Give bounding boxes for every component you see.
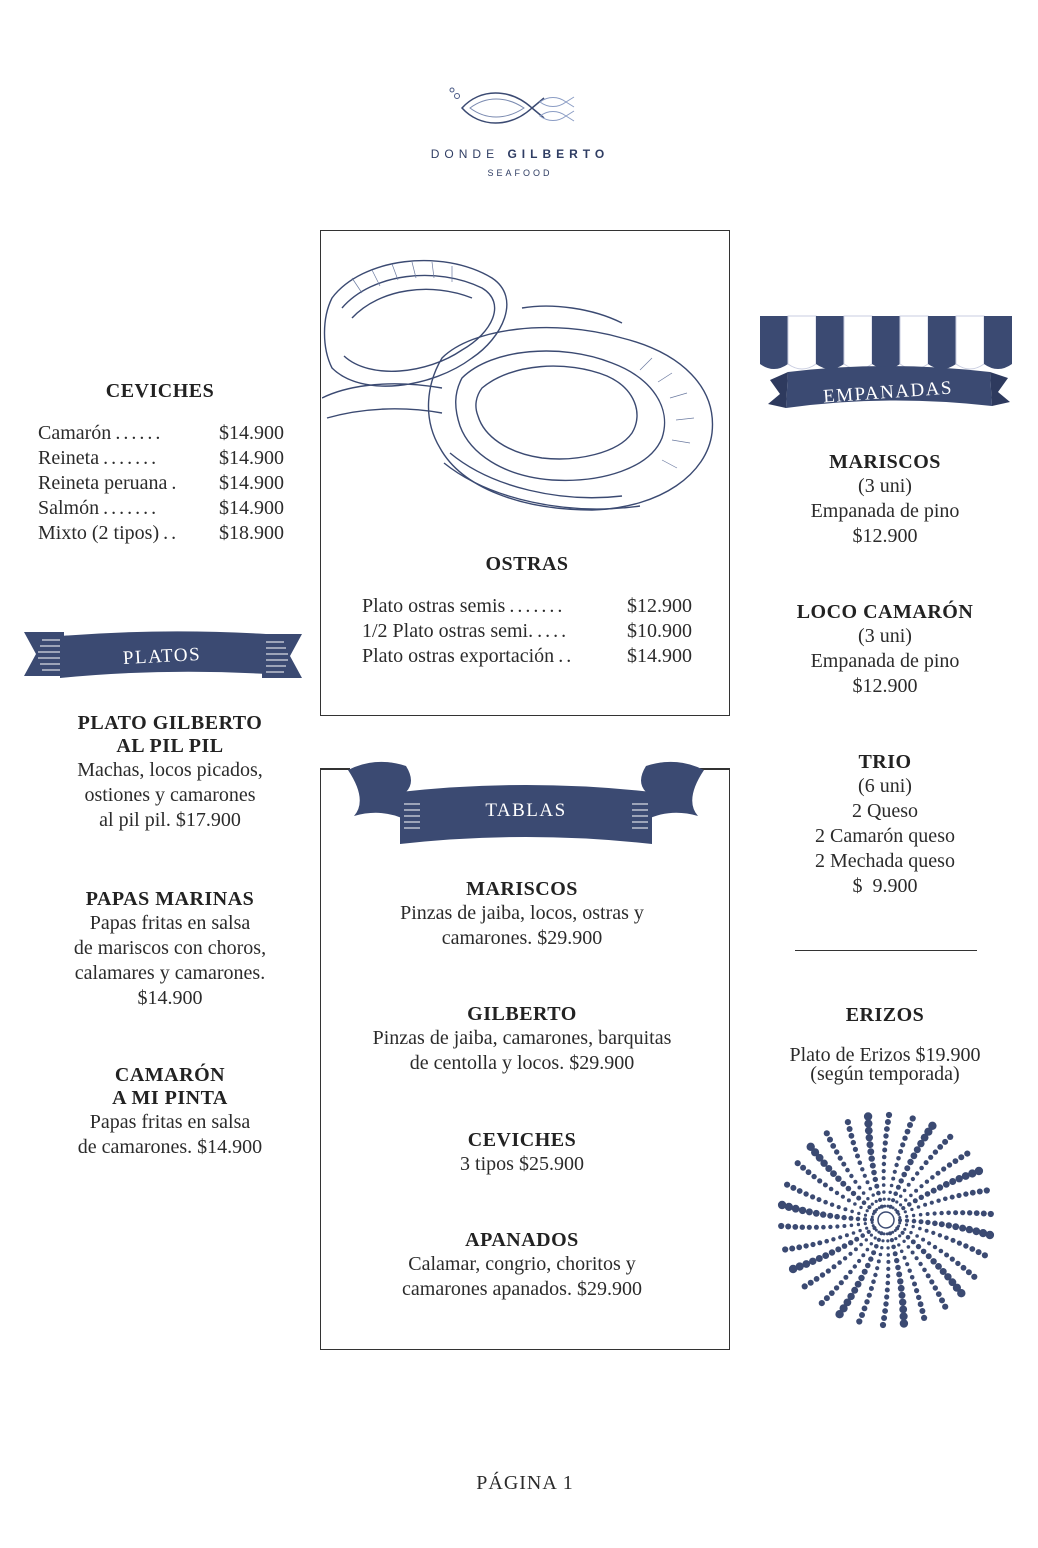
ostras-list <box>362 594 692 669</box>
brand-name-light: DONDE <box>430 147 500 161</box>
section-divider <box>795 950 977 951</box>
tablas-item: CEVICHES 3 tipos $25.900 <box>460 1129 584 1175</box>
empanadas-item: LOCO CAMARÓN (3 uni) Empanada de pino $12.900 <box>796 601 974 697</box>
brand-logo <box>440 84 600 134</box>
awning-icon <box>760 316 1012 369</box>
list-item: Reineta peruana . $14.900 <box>38 472 284 494</box>
tablas-item: APANADOS Calamar, congrio, choritos y camarones apanados. $29.900 <box>402 1229 642 1300</box>
erizos-desc: Plato de Erizos $19.900 (según temporada) <box>789 1044 981 1085</box>
ceviches-list <box>38 421 284 546</box>
ostras-title: OSTRAS <box>485 553 569 575</box>
list-item: Salmón ....... $14.900 <box>38 497 284 519</box>
empanadas-banner <box>758 314 1014 426</box>
brand-name <box>360 147 680 161</box>
list-item: 1/2 Plato ostras semi. .... $10.900 <box>362 620 692 642</box>
tablas-item: GILBERTO Pinzas de jaiba, camarones, barquitas de centolla y locos. $29.900 <box>372 1003 672 1074</box>
empanadas-banner-label: EMPANADAS <box>822 377 954 408</box>
tablas-item: MARISCOS Pinzas de jaiba, locos, ostras y camarones. $29.900 <box>400 878 644 949</box>
tablas-banner <box>346 752 706 848</box>
oyster-illustration-icon <box>322 248 722 528</box>
list-item: Plato ostras semis ....... $12.900 <box>362 595 692 617</box>
platos-item: CAMARÓN A MI PINTA Papas fritas en salsa de camarones. $14.900 <box>77 1064 263 1158</box>
platos-banner-label: PLATOS <box>122 643 202 670</box>
erizos-title: ERIZOS <box>845 1004 925 1026</box>
sea-urchin-icon <box>774 1108 998 1332</box>
empanadas-item: MARISCOS (3 uni) Empanada de pino $12.900 <box>810 451 960 547</box>
brand-name-bold: GILBERTO <box>507 147 610 161</box>
list-item: Plato ostras exportación .. $14.900 <box>362 645 692 667</box>
list-item: Reineta ....... $14.900 <box>38 447 284 469</box>
tablas-banner-label: TABLAS <box>485 800 567 821</box>
brand-tagline: SEAFOOD <box>487 168 553 178</box>
list-item: Camarón ...... $14.900 <box>38 422 284 444</box>
list-item: Mixto (2 tipos) .. $18.900 <box>38 522 284 544</box>
fish-logo-icon <box>440 84 600 134</box>
page-number: PÁGINA 1 <box>476 1472 574 1494</box>
empanadas-item: TRIO (6 uni) 2 Queso 2 Camarón queso 2 Mechada queso $ 9.900 <box>815 751 955 897</box>
platos-item: PLATO GILBERTO AL PIL PIL Machas, locos picados, ostiones y camarones al pil pil. $17.900 <box>77 712 263 831</box>
platos-item: PAPAS MARINAS Papas fritas en salsa de mariscos con choros, calamares y camarones. $14.900 <box>73 888 267 1009</box>
ceviches-title: CEVICHES <box>105 380 215 402</box>
platos-banner <box>22 626 304 684</box>
